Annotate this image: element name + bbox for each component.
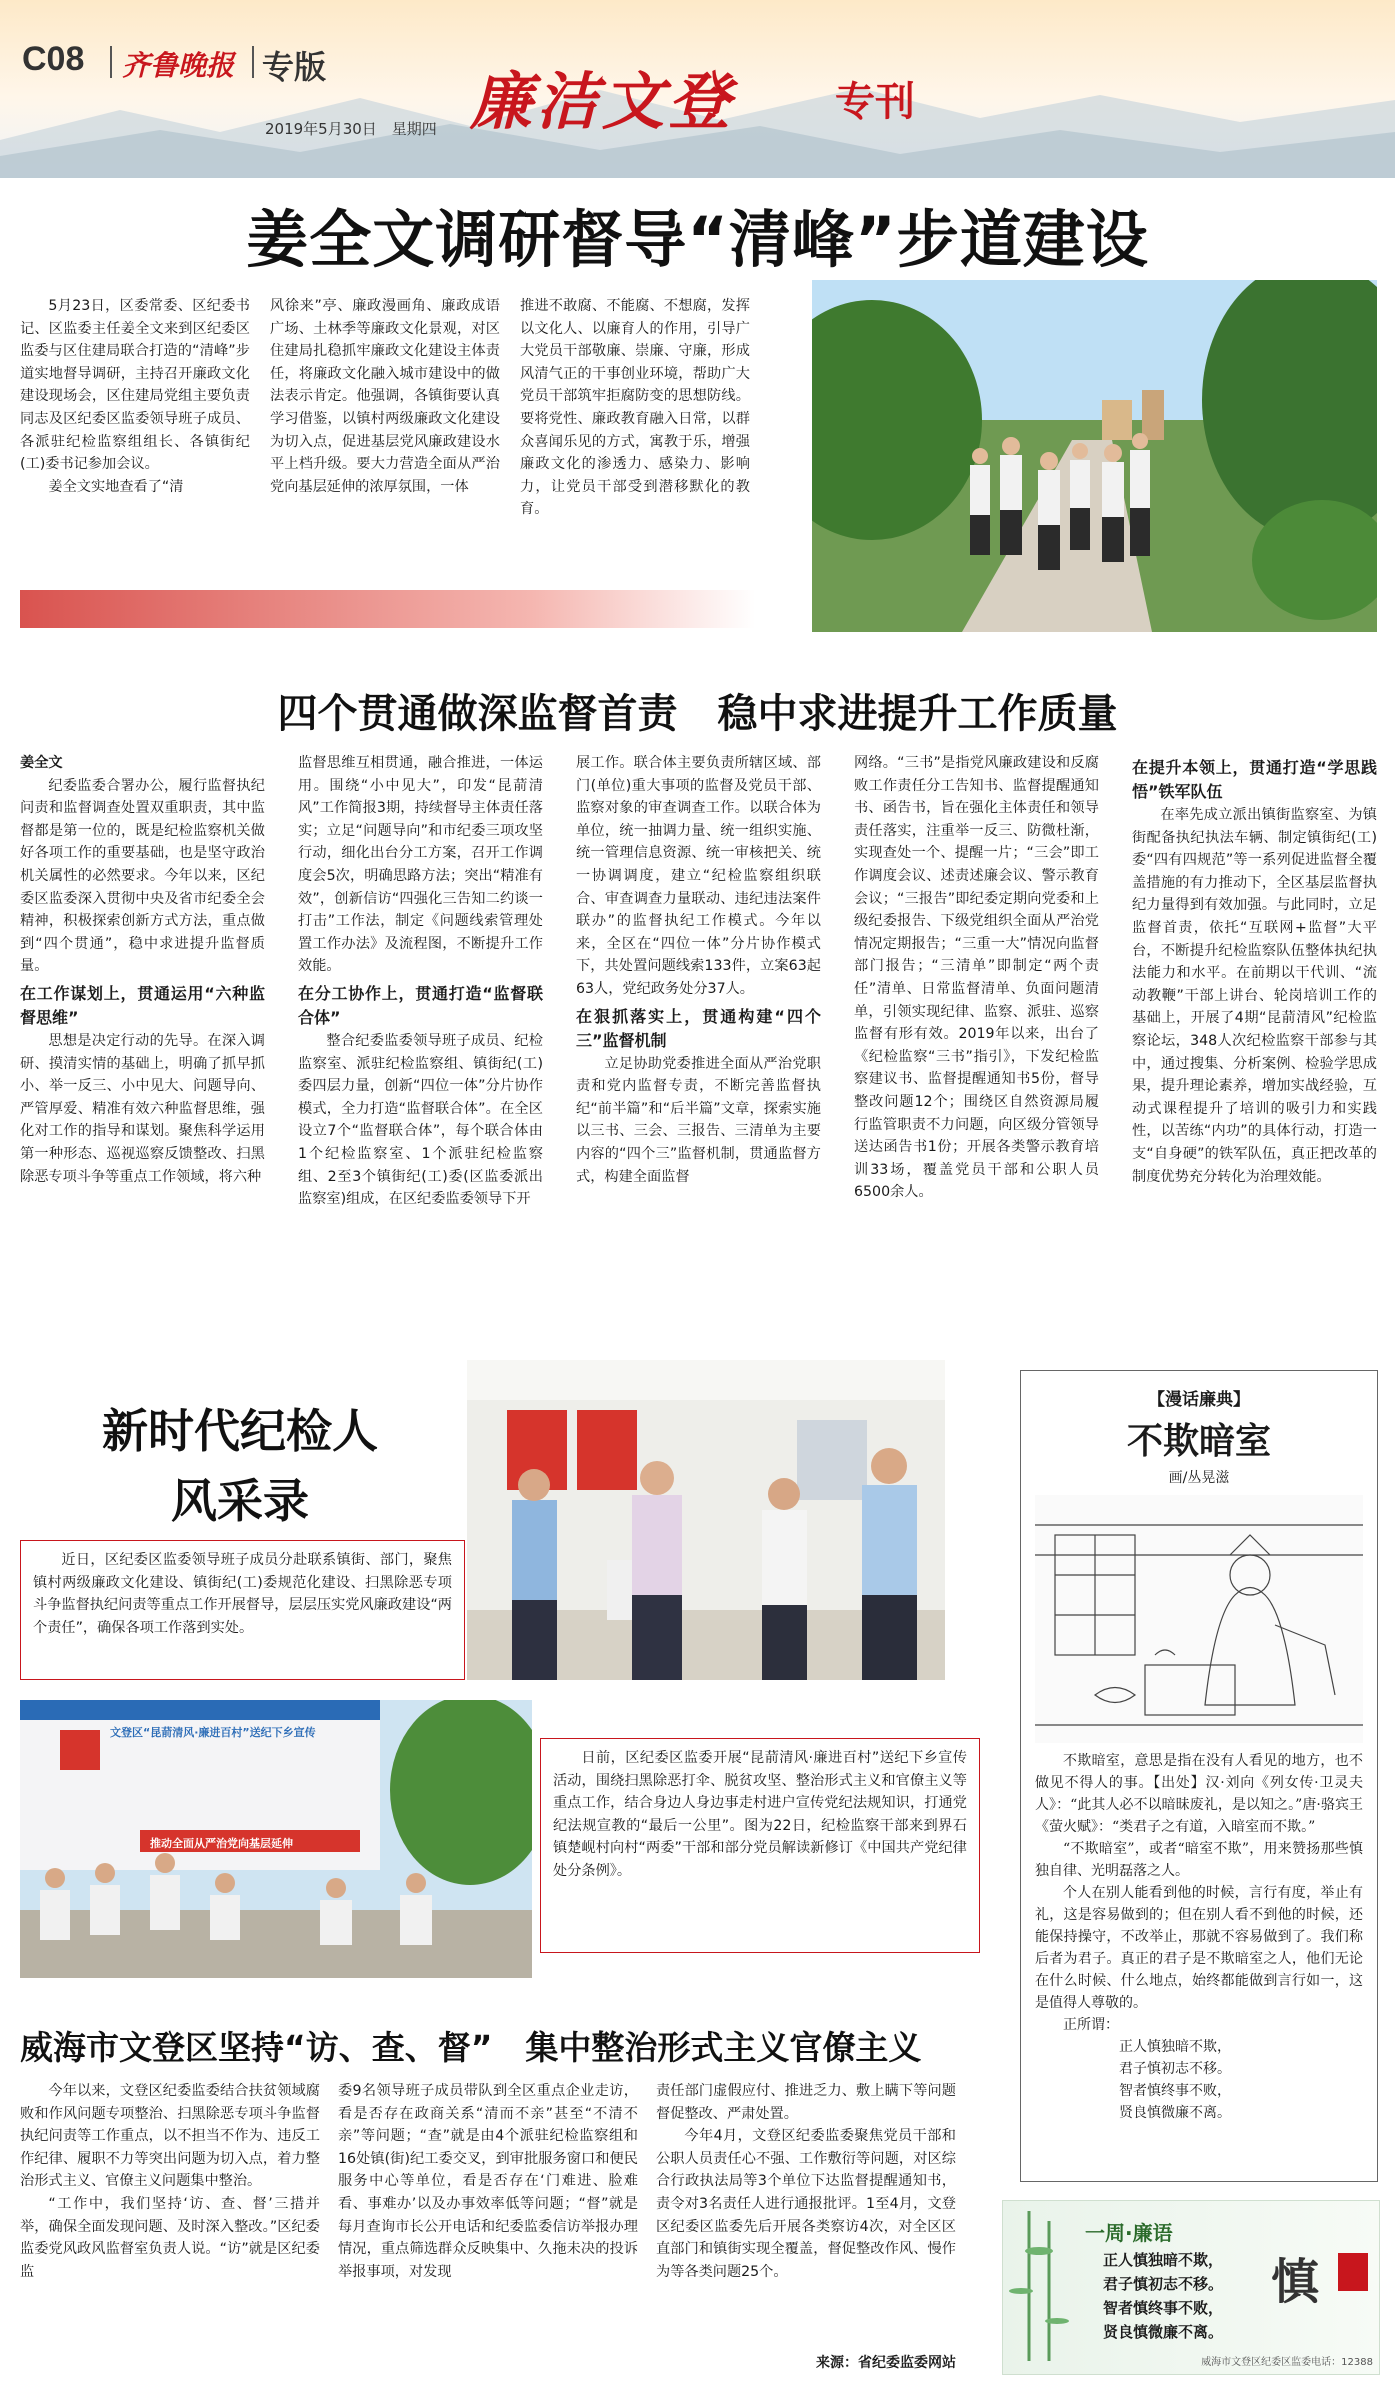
article1-headline: 姜全文调研督导“清峰”步道建设 <box>246 203 1149 276</box>
weekly-line: 贤良慎微廉不离。 <box>1103 2323 1224 2341</box>
paragraph: 今年以来，文登区纪委监委结合扶贫领域腐败和作风问题专项整治、扫黑除恶专项斗争监督执纪问责等工作重点，以不担当不作为、违反工作纪律、履职不力等突出问题为切入点，着力整治形式主义、官僚主义问题集中整治。 <box>20 2083 320 2190</box>
paragraph: 责任部门虚假应付、推进乏力、敷上瞒下等问题督促整改、严肃处置。 <box>656 2083 956 2122</box>
village-outreach-photo <box>20 1700 532 1978</box>
article3-source: 来源：省纪委监委网站 <box>816 2355 956 2371</box>
paragraph: 不欺暗室，意思是指在没有人看见的地方，也不做见不得人的事。【出处】汉·刘向《列女传·卫灵夫人》：“此其人必不以暗昧废礼，是以知之。”唐·骆宾王《萤火赋》：“类君子之有道，入暗室而不欺。” <box>1035 1753 1363 1835</box>
caption-box-2 <box>540 1738 980 1953</box>
paragraph: 纪委监委合署办公，履行监督执纪问责和监督调查处置双重职责，其中监督都是第一位的，既是纪检监察机关做好各项工作的重要基础，也是坚守政治机关属性的必然要求。今年以来，区纪委区监委深入贯彻中央及省市纪委全会精神，积极探索创新方式方法，重点做到“四个贯通”，稳中求进提升监督质量。 <box>20 777 265 975</box>
paragraph: 风徐来”亭、廉政漫画角、廉政成语广场、土林季等廉政文化景观，对区住建局扎稳抓牢廉政文化建设主体责任，将廉政文化融入城市建设中的做法表示肯定。他强调，各镇街要认真学习借鉴，以镇村两级廉政文化建设为切入点，促进基层党风廉政建设水平上档升级。要大力营造全面从严治党向基层延伸的浓厚氛围，一体 <box>270 298 500 495</box>
weekly-line: 君子慎初志不移。 <box>1103 2275 1224 2293</box>
weekly-line: 正人慎独暗不欺， <box>1103 2251 1224 2269</box>
article3-column-3 <box>656 2080 956 2350</box>
subheading: 在工作谋划上，贯通运用“六种监督思维” <box>20 983 265 1027</box>
article3-headline: 威海市文登区坚持“访、查、督” 集中整治形式主义官僚主义 <box>20 2028 922 2067</box>
office-visit-photo <box>467 1360 945 1680</box>
divider <box>110 46 112 78</box>
banner-text: 推动全面从严治党向基层延伸 <box>150 1837 293 1850</box>
paragraph: 监督思维互相贯通，融合推进，一体运用。围绕“小中见大”，印发“昆葥清风”工作简报3期，持续督导主体责任落实；立足“问题导向”和市纪委三项攻坚行动，细化出台分工方案，召开工作调度会5次，明确思路方法；突出“精准有效”，创新信访“四强化三告知二约谈一打击”工作法，制定《问题线索管理处置工作办法》及流程图，不断提升工作效能。 <box>298 755 543 975</box>
subheading: 在分工协作上，贯通打造“监督联合体” <box>298 983 543 1027</box>
article2-column-1 <box>20 752 265 1348</box>
feature-title-line2: 风采录 <box>171 1474 309 1528</box>
paragraph: 5月23日，区委常委、区纪委书记、区监委主任姜全文来到区纪委区监委与区住建局联合打造的“清峰”步道实地督导调研，主持召开廉政文化建设现场会，区住建局党组主要负责同志及区纪委区监委领导班子成员、各派驻纪检监察组组长、各镇街纪(工)委书记参加会议。 <box>20 298 250 473</box>
column-suffix: 专刊 <box>835 79 915 125</box>
cartoon-byline: 画/丛晃滋 <box>1168 1470 1230 1486</box>
weekly-footer: 威海市文登区纪委区监委电话：12388 <box>1201 2357 1373 2368</box>
paragraph: 立足协助党委推进全面从严治党职责和党内监督专责，不断完善监督执纪“前半篇”和“后半篇”文章，探索实施以三书、三会、三报告、三清单为主要内容的“四个三”监督机制，贯通监督方式，构建全面监督 <box>576 1055 821 1185</box>
article2-column-5 <box>1132 752 1377 1348</box>
seal-character: 慎 <box>1271 2254 1320 2310</box>
poem-line: 智者慎终事不败， <box>1119 2083 1231 2099</box>
divider <box>252 46 254 78</box>
cartoon-text <box>1035 1750 1363 2124</box>
cartoon-title: 不欺暗室 <box>1126 1421 1271 1462</box>
cartoon-section-label: 【漫话廉典】 <box>1148 1390 1250 1410</box>
seal-stamp <box>1338 2253 1368 2291</box>
article2-column-3 <box>576 752 821 1348</box>
article1-column-1 <box>20 295 250 585</box>
weekly-line: 智者慎终事不败， <box>1103 2299 1224 2317</box>
walkway-photo <box>812 280 1377 632</box>
poem-line: 正人慎独暗不欺， <box>1119 2039 1231 2055</box>
paragraph: 整合纪委监委领导班子成员、纪检监察室、派驻纪检监察组、镇街纪(工)委四层力量，创新“四位一体”分片协作模式，全力打造“监督联合体”。在全区设立7个“监督联合体”，每个联合体由1个纪检监察室、1个派驻纪检监察组、2至3个镇街纪(工)委(区监委派出监察室)组成，在区纪委监委领导下开 <box>298 1032 543 1208</box>
photo-caption: 近日，区纪委区监委领导班子成员分赴联系镇街、部门，聚焦镇村两级廉政文化建设、镇街纪(工)委规范化建设、扫黑除恶专项斗争监督执纪问责等重点工作开展督导，层层压实党风廉政建设“两个责任”，确保各项工作落到实处。 <box>33 1552 452 1636</box>
article2-headline: 四个贯通做深监督首责 稳中求进提升工作质量 <box>277 691 1118 737</box>
article2-column-2 <box>298 752 543 1348</box>
subheading: 在提升本领上，贯通打造“学思践悟”铁军队伍 <box>1132 758 1377 801</box>
article2-column-4 <box>854 752 1099 1348</box>
paragraph: “工作中，我们坚持‘访、查、督’三措并举，确保全面发现问题、及时深入整改。”区纪委监委党风政风监督室负责人说。“访”就是区纪委监 <box>20 2195 320 2280</box>
article3-column-2 <box>338 2080 638 2375</box>
caption-box-1 <box>20 1540 465 1680</box>
poem-intro: 正所谓： <box>1063 2017 1119 2033</box>
paragraph: 网络。“三书”是指党风廉政建设和反腐败工作责任分工告知书、监督提醒通知书、函告书，旨在强化主体责任和领导责任落实，注重举一反三、防微杜渐，实现查处一个、提醒一片；“三会”即工作调度会议、述责述廉会议、警示教育会议；“三报告”即纪委定期向党委和上级纪委报告、下级党组织全面从严治党情况定期报告；“三重一大”情况向监督部门报告；“三清单”即制定“两个责任”清单、日常监督清单、负面问题清单，引领实现纪律、监察、派驻、巡察监督有形有效。2019年以来，出台了《纪检监察“三书”指引》，下发纪检监察建议书、监督提醒通知书5份，督导整改问题12个；围绕区自然资源局履行监管职责不力问题，向区级分管领导送达函告书1份；开展各类警示教育培训33场，覆盖党员干部和公职人员6500余人。 <box>854 755 1099 1201</box>
masthead <box>0 0 1395 178</box>
poem-line: 君子慎初志不移。 <box>1119 2061 1231 2077</box>
bamboo-decoration <box>1009 2211 1069 2361</box>
poem-line: 贤良慎微廉不离。 <box>1119 2105 1231 2121</box>
newspaper-name: 齐鲁晚报 <box>122 49 235 82</box>
article1-column-3 <box>520 295 750 585</box>
subheading: 在狠抓落实上，贯通构建“四个三”监督机制 <box>576 1006 821 1050</box>
column-title: 廉洁文登 <box>470 65 735 138</box>
banner-text: 文登区“昆葥清风·廉进百村”送纪下乡宣传 <box>110 1726 316 1739</box>
article1-column-2 <box>270 295 500 585</box>
section-name: 专版 <box>262 48 327 86</box>
paragraph: 委9名领导班子成员带队到全区重点企业走访，看是否存在政商关系“清而不亲”甚至“不清不亲”等问题；“查”就是由4个派驻纪检监察组和16处镇(街)纪工委交叉，到审批服务窗口和便民服务中心等单位，看是否存在‘门难进、脸难看、事难办’以及办事效率低等问题；“督”就是每月查询市长公开电话和纪委监委信访举报办理情况，重点筛选群众反映集中、久拖未决的投诉举报事项，对发现 <box>338 2083 638 2280</box>
paragraph: 个人在别人能看到他的时候，言行有度，举止有礼，这是容易做到的；但在别人看不到他的时候，还能保持操守，不改举止，那就不容易做到了。我们称后者为君子。真正的君子是不欺暗室之人，他们无论在什么时候、什么地点，始终都能做到言行如一，这是值得人尊敬的。 <box>1035 1885 1363 2011</box>
paragraph: 推进不敢腐、不能腐、不想腐，发挥以文化人、以廉育人的作用，引导广大党员干部敬廉、崇廉、守廉，形成风清气正的干事创业环境，帮助广大党员干部筑牢拒腐防变的思想防线。要将党性、廉政教育融入日常，以群众喜闻乐见的方式，寓教于乐，增强廉政文化的渗透力、感染力、影响力，让党员干部受到潜移默化的教育。 <box>520 298 750 518</box>
paragraph: “不欺暗室”，或者“暗室不欺”，用来赞扬那些慎独自律、光明磊落之人。 <box>1035 1841 1363 1879</box>
paragraph: 展工作。联合体主要负责所辖区域、部门(单位)重大事项的监督及党员干部、监察对象的审查调查工作。以联合体为单位，统一抽调力量、统一组织实施、统一管理信息资源、统一审核把关、统一协调调度，建立“纪检监察组织联合、审查调查力量联动、违纪违法案件联办”的监督执纪工作模式。今年以来，全区在“四位一体”分片协作模式下，共处置问题线索133件，立案63起63人，党纪政务处分37人。 <box>576 755 821 997</box>
article1-red-rule <box>20 590 755 628</box>
feature-title-line1: 新时代纪检人 <box>102 1404 378 1458</box>
author-byline: 姜全文 <box>20 755 63 771</box>
weekly-motto-box <box>1002 2200 1380 2375</box>
cartoon-illustration <box>1035 1495 1363 1743</box>
paragraph: 姜全文实地查看了“清 <box>48 478 184 495</box>
photo-caption: 日前，区纪委区监委开展“昆葥清风·廉进百村”送纪下乡宣传活动，围绕扫黑除恶打伞、脱贫攻坚、整治形式主义和官僚主义等重点工作，结合身边人身边事走村进户宣传党纪法规知识，打通党纪法规宣教的“最后一公里”。图为22日，纪检监察干部来到界石镇楚岘村向村“两委”干部和部分党员解读新修订《中国共产党纪律处分条例》。 <box>553 1750 967 1879</box>
page-number: C08 <box>22 40 85 78</box>
article3-column-1 <box>20 2080 320 2375</box>
paragraph: 今年4月，文登区纪委监委聚焦党员干部和公职人员责任心不强、工作敷衍等问题，对区综合行政执法局等3个单位下达监督提醒通知书，责令对3名责任人进行通报批评。1至4月，文登区纪委区监委先后开展各类察访4次，对全区区直部门和镇街实现全覆盖，督促整改作风、慢作为等各类问题25个。 <box>656 2128 956 2280</box>
issue-date: 2019年5月30日 星期四 <box>265 120 437 138</box>
weekly-title: 一周·廉语 <box>1085 2221 1173 2245</box>
paragraph: 在率先成立派出镇街监察室、为镇街配备执纪执法车辆、制定镇街纪(工)委“四有四规范”等一系列促进监督全覆盖措施的有力推动下，全区基层监督执纪力量得到有效加强。与此同时，立足监督首责，依托“互联网+监督”大平台，不断提升纪检监察队伍整体执纪执法能力和水平。在前期以干代训、“流动教鞭”干部上讲台、轮岗培训工作的基础上，开展了4期“昆葥清风”纪检监察论坛，348人次纪检监察干部参与其中，通过搜集、分析案例、检验学思成果，提升理论素养，增加实战经验，互动式课程提升了培训的吸引力和实践性，以苦练“内功”的具体行动，打造一支“自身硬”的铁军队伍，真正把改革的制度优势充分转化为治理效能。 <box>1132 807 1377 1185</box>
paragraph: 思想是决定行动的先导。在深入调研、摸清实情的基础上，明确了抓早抓小、举一反三、小中见大、问题导向、严管厚爱、精准有效六种监督思维，强化对工作的指导和谋划。聚焦科学运用第一种形态、巡视巡察反馈整改、扫黑除恶专项斗争等重点工作领域，将六种 <box>20 1032 265 1185</box>
